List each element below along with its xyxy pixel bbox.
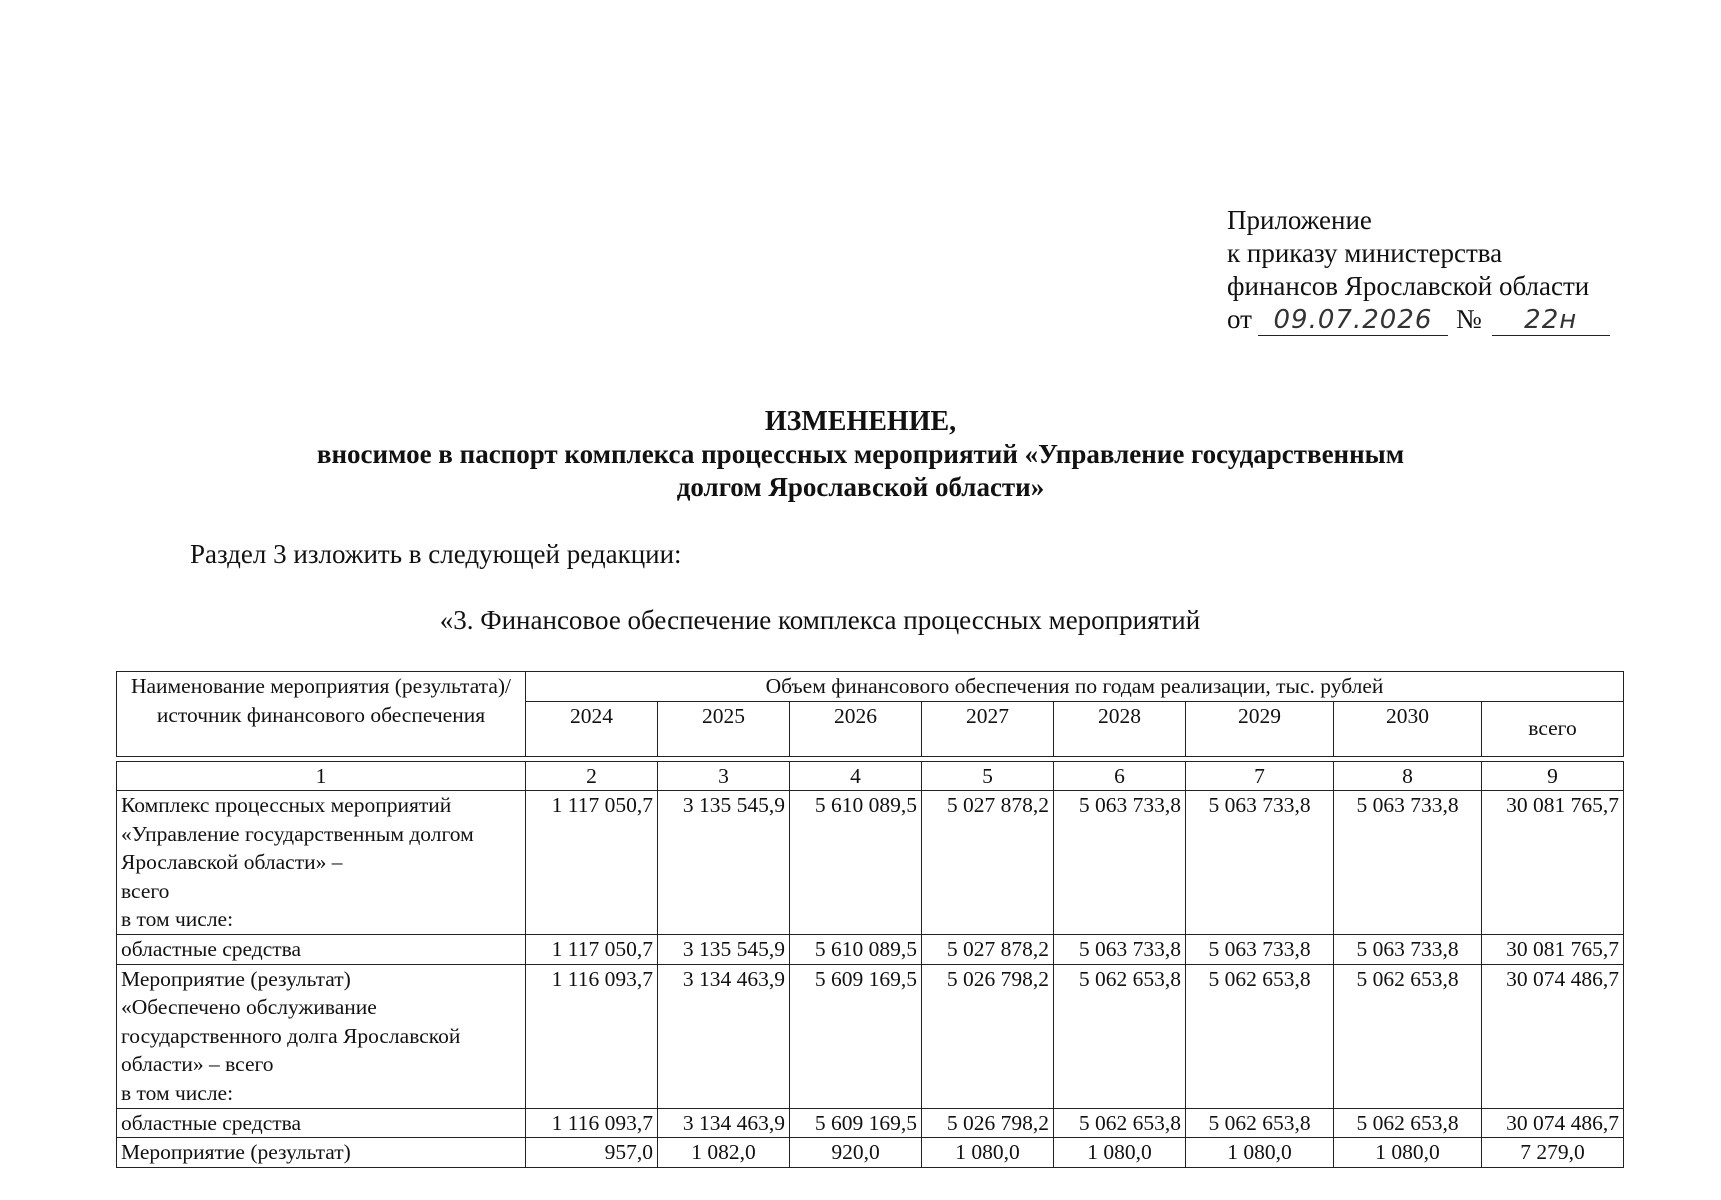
financing-table [116, 671, 1624, 1168]
name-header: Наименование мероприятия (результата)/ источник финансового обеспечения [117, 672, 526, 757]
value-cell: 5 063 733,8 [1334, 791, 1482, 935]
value-cell: 3 135 545,9 [658, 935, 790, 965]
value-cell: 5 062 653,8 [1334, 1108, 1482, 1138]
volume-header: Объем финансового обеспечения по годам реализации, тыс. рублей [526, 672, 1624, 702]
annex-from-label: от [1227, 304, 1252, 334]
row-name: областные средства [117, 935, 526, 965]
annex-line-3: финансов Ярославской области [1227, 271, 1590, 301]
value-cell: 5 609 169,5 [790, 964, 922, 1108]
row-name: Мероприятие (результат) [117, 1138, 526, 1168]
value-cell: 1 116 093,7 [526, 1108, 658, 1138]
value-cell: 5 026 798,2 [922, 964, 1054, 1108]
value-cell: 5 062 653,8 [1186, 964, 1334, 1108]
handwritten-number: 22н [1492, 305, 1610, 336]
value-cell: 5 063 733,8 [1186, 935, 1334, 965]
annex-date-line [1227, 303, 1610, 336]
value-cell: 3 134 463,9 [658, 1108, 790, 1138]
row-name: Комплекс процессных мероприятий «Управление государственным долгом Ярославской области» – всего в том числе: [117, 791, 526, 935]
table-row [117, 935, 1624, 965]
value-cell: 1 117 050,7 [526, 935, 658, 965]
year-header: 2030 [1334, 701, 1482, 756]
value-cell: 5 063 733,8 [1186, 791, 1334, 935]
column-number: 1 [117, 761, 526, 791]
annex-number-label: № [1455, 304, 1482, 334]
value-cell: 7 279,0 [1482, 1138, 1624, 1168]
annex-line-2: к приказу министерства [1227, 238, 1503, 268]
year-header: 2025 [658, 701, 790, 756]
value-cell: 5 063 733,8 [1054, 935, 1186, 965]
instruction-text: Раздел 3 изложить в следующей редакции: [190, 539, 682, 569]
section-title: «3. Финансовое обеспечение комплекса процессных мероприятий [439, 605, 1201, 635]
table-row [117, 1138, 1624, 1168]
row-name: Мероприятие (результат) «Обеспечено обслуживание государственного долга Ярославской области» – всего в том числе: [117, 964, 526, 1108]
value-cell: 5 062 653,8 [1054, 964, 1186, 1108]
value-cell: 1 116 093,7 [526, 964, 658, 1108]
value-cell: 5 610 089,5 [790, 791, 922, 935]
value-cell: 5 063 733,8 [1054, 791, 1186, 935]
table-row [117, 1108, 1624, 1138]
column-number: 6 [1054, 761, 1186, 791]
handwritten-date: 09.07.2026 [1258, 305, 1448, 336]
value-cell: 5 610 089,5 [790, 935, 922, 965]
value-cell: 5 027 878,2 [922, 935, 1054, 965]
value-cell: 5 062 653,8 [1334, 964, 1482, 1108]
value-cell: 3 135 545,9 [658, 791, 790, 935]
year-header: 2024 [526, 701, 658, 756]
value-cell: 30 074 486,7 [1482, 1108, 1624, 1138]
year-header: 2028 [1054, 701, 1186, 756]
value-cell: 920,0 [790, 1138, 922, 1168]
value-cell: 30 081 765,7 [1482, 935, 1624, 965]
column-number: 2 [526, 761, 658, 791]
value-cell: 5 609 169,5 [790, 1108, 922, 1138]
value-cell: 1 082,0 [658, 1138, 790, 1168]
table-row [117, 791, 1624, 935]
annex-line-1: Приложение [1227, 205, 1372, 235]
title-line-2: вносимое в паспорт комплекса процессных мероприятий «Управление государственным [316, 439, 1405, 469]
year-header: 2026 [790, 701, 922, 756]
annex-header [1227, 204, 1610, 336]
value-cell: 30 081 765,7 [1482, 791, 1624, 935]
value-cell: 1 080,0 [1186, 1138, 1334, 1168]
column-number: 8 [1334, 761, 1482, 791]
value-cell: 1 080,0 [1334, 1138, 1482, 1168]
value-cell: 3 134 463,9 [658, 964, 790, 1108]
column-number: 9 [1482, 761, 1624, 791]
value-cell: 5 062 653,8 [1186, 1108, 1334, 1138]
column-number: 5 [922, 761, 1054, 791]
title-line-1: ИЗМЕНЕНИЕ, [764, 406, 957, 437]
value-cell: 5 063 733,8 [1334, 935, 1482, 965]
column-numbers-row [117, 761, 1624, 791]
value-cell: 30 074 486,7 [1482, 964, 1624, 1108]
title-line-3: долгом Ярославской области» [676, 472, 1045, 502]
column-number: 4 [790, 761, 922, 791]
year-header: 2027 [922, 701, 1054, 756]
year-header: 2029 [1186, 701, 1334, 756]
value-cell: 1 080,0 [922, 1138, 1054, 1168]
row-name: областные средства [117, 1108, 526, 1138]
table-row [117, 964, 1624, 1108]
value-cell: 957,0 [526, 1138, 658, 1168]
value-cell: 5 062 653,8 [1054, 1108, 1186, 1138]
column-number: 7 [1186, 761, 1334, 791]
value-cell: 5 027 878,2 [922, 791, 1054, 935]
value-cell: 5 026 798,2 [922, 1108, 1054, 1138]
column-number: 3 [658, 761, 790, 791]
total-header: всего [1482, 701, 1624, 756]
document-title [0, 405, 1721, 504]
value-cell: 1 117 050,7 [526, 791, 658, 935]
value-cell: 1 080,0 [1054, 1138, 1186, 1168]
